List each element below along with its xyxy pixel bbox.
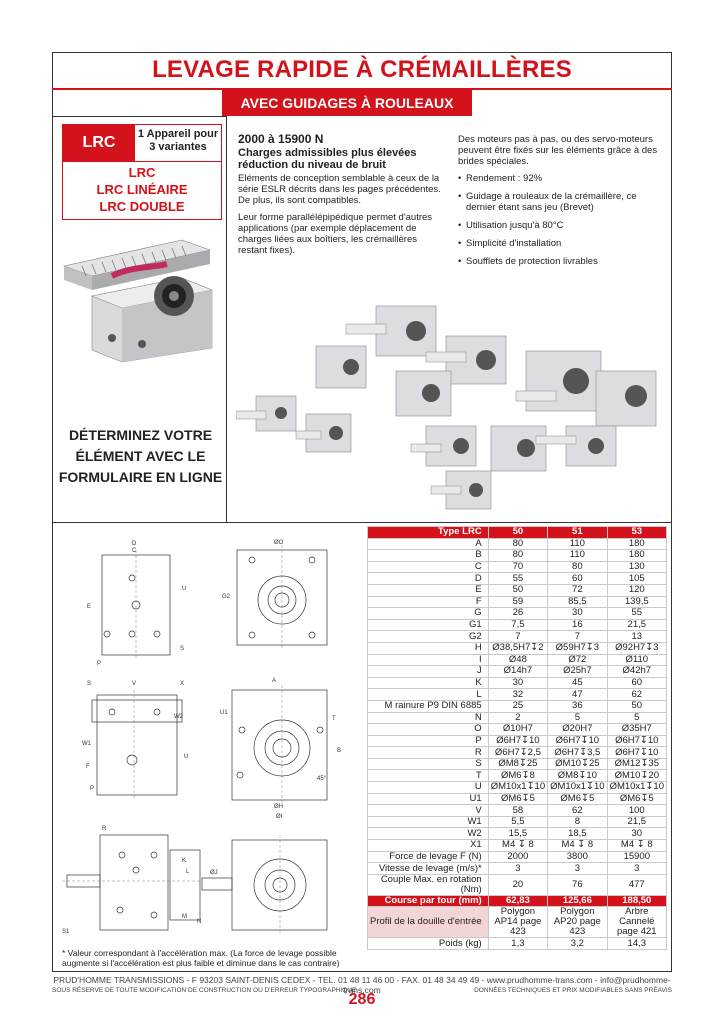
table-cell: 47 bbox=[548, 689, 607, 701]
table-cell: 3 bbox=[607, 863, 666, 875]
svg-text:ØI: ØI bbox=[276, 814, 283, 820]
table-cell: 70 bbox=[488, 561, 547, 573]
footnote: * Valeur correspondant à l'accélération max. (La force de levage possible augmente si l'accélération est plus faible et diminue dans le cas contraire) bbox=[62, 948, 340, 968]
cta-line: DÉTERMINEZ VOTRE bbox=[68, 427, 213, 443]
table-cell: 53 bbox=[607, 527, 666, 539]
table-cell: ØM6↧8 bbox=[488, 770, 547, 782]
svg-text:R: R bbox=[102, 826, 107, 832]
table-cell: 3,2 bbox=[548, 938, 607, 950]
table-cell: 25 bbox=[488, 700, 547, 712]
table-row bbox=[368, 805, 667, 817]
svg-text:S: S bbox=[87, 681, 92, 687]
feature-item: • Simplicité d'installation bbox=[458, 238, 664, 249]
footer-disclaimer-left: SOUS RÉSERVE DE TOUTE MODIFICATION DE CONSTRUCTION OU D'ERREUR TYPOGRAPHIQUE bbox=[52, 987, 357, 994]
table-row bbox=[368, 863, 667, 875]
table-cell: Ø20H7 bbox=[548, 724, 607, 736]
intro-paragraph: De plus, ils sont compatibles. bbox=[238, 195, 362, 206]
row-label: B bbox=[368, 550, 489, 562]
table-cell: ØM10↧20 bbox=[607, 770, 666, 782]
svg-text:B: B bbox=[337, 748, 342, 754]
table-row bbox=[368, 631, 667, 643]
table-row bbox=[368, 700, 667, 712]
online-form-callout bbox=[58, 425, 223, 488]
features-list bbox=[458, 173, 664, 267]
table-cell: 180 bbox=[607, 550, 666, 562]
lrc-box bbox=[62, 124, 222, 220]
table-cell: 13 bbox=[607, 631, 666, 643]
table-cell: M4 ↧ 8 bbox=[607, 840, 666, 852]
svg-text:U: U bbox=[182, 586, 187, 592]
lrc-variant: LRC bbox=[128, 165, 156, 180]
row-label: O bbox=[368, 724, 489, 736]
table-row bbox=[368, 596, 667, 608]
svg-text:ØO: ØO bbox=[274, 540, 284, 546]
row-label: T bbox=[368, 770, 489, 782]
table-row bbox=[368, 538, 667, 550]
lrc-variant: LRC LINÉAIRE bbox=[96, 182, 188, 197]
svg-text:45°: 45° bbox=[317, 776, 327, 782]
svg-text:P: P bbox=[97, 661, 102, 667]
table-cell: 62 bbox=[607, 689, 666, 701]
svg-text:P: P bbox=[90, 786, 95, 792]
table-row bbox=[368, 666, 667, 678]
table-cell: 15900 bbox=[607, 851, 666, 863]
row-label: G2 bbox=[368, 631, 489, 643]
svg-text:U1: U1 bbox=[220, 710, 228, 716]
svg-text:E: E bbox=[87, 604, 92, 610]
table-cell: 16 bbox=[548, 619, 607, 631]
svg-text:ØJ: ØJ bbox=[210, 870, 218, 876]
table-cell: 7,5 bbox=[488, 619, 547, 631]
table-cell: Polygon AP14 page 423 bbox=[488, 907, 547, 938]
table-cell: 80 bbox=[488, 550, 547, 562]
table-cell: 21,5 bbox=[607, 619, 666, 631]
row-label: Poids (kg) bbox=[368, 938, 489, 950]
table-cell: 85,5 bbox=[548, 596, 607, 608]
table-cell: 32 bbox=[488, 689, 547, 701]
row-label: W1 bbox=[368, 816, 489, 828]
table-cell: 188,50 bbox=[607, 895, 666, 907]
row-label: E bbox=[368, 584, 489, 596]
table-cell: 5 bbox=[548, 712, 607, 724]
svg-text:G2: G2 bbox=[222, 594, 231, 600]
table-cell: ØM10↧25 bbox=[548, 758, 607, 770]
row-label: U1 bbox=[368, 793, 489, 805]
table-row bbox=[368, 793, 667, 805]
cta-line: ÉLÉMENT AVEC LE bbox=[75, 448, 206, 464]
table-cell: 55 bbox=[488, 573, 547, 585]
footer-contact: PRUD'HOMME TRANSMISSIONS - F 93203 SAINT-DENIS CEDEX - TEL. 01 48 11 46 00 - FAX. 01 48 34 49 49 - www.prudhomme-trans.com - info@prudhomme-trans.com bbox=[53, 975, 671, 995]
table-cell: 62 bbox=[548, 805, 607, 817]
lrc-variants: 1 Appareil pour 3 variantes bbox=[137, 128, 219, 153]
table-cell: 59 bbox=[488, 596, 547, 608]
table-cell: 180 bbox=[607, 538, 666, 550]
table-cell: 50 bbox=[488, 584, 547, 596]
page-number: 286 bbox=[348, 991, 376, 1008]
table-row bbox=[368, 654, 667, 666]
table-cell: 72 bbox=[548, 584, 607, 596]
svg-text:L: L bbox=[186, 869, 190, 875]
row-label: V bbox=[368, 805, 489, 817]
table-cell: 62,83 bbox=[488, 895, 547, 907]
product-illustration bbox=[62, 226, 222, 366]
table-cell: 36 bbox=[548, 700, 607, 712]
table-cell: 100 bbox=[607, 805, 666, 817]
table-row bbox=[368, 573, 667, 585]
row-label: Course par tour (mm) bbox=[368, 895, 489, 907]
row-label: S bbox=[368, 758, 489, 770]
row-label: Couple Max. en rotation (Nm) bbox=[368, 874, 489, 895]
table-cell: ØM12↧35 bbox=[607, 758, 666, 770]
row-label: N bbox=[368, 712, 489, 724]
row-label: U bbox=[368, 782, 489, 794]
table-row bbox=[368, 907, 667, 938]
table-row bbox=[368, 840, 667, 852]
table-row bbox=[368, 895, 667, 907]
row-label: M rainure P9 DIN 6885 bbox=[368, 700, 489, 712]
row-label: G bbox=[368, 608, 489, 620]
product-family-photo bbox=[236, 296, 666, 516]
table-row bbox=[368, 770, 667, 782]
svg-text:S1: S1 bbox=[62, 929, 70, 935]
row-label: J bbox=[368, 666, 489, 678]
section-separator bbox=[52, 522, 672, 523]
table-cell: ØM10x1↧10 bbox=[607, 782, 666, 794]
table-cell: Ø6H7↧2,5 bbox=[488, 747, 547, 759]
lrc-code: LRC bbox=[63, 125, 135, 161]
features-text bbox=[458, 134, 664, 274]
svg-text:A: A bbox=[272, 678, 277, 684]
table-cell: 7 bbox=[488, 631, 547, 643]
svg-text:U: U bbox=[184, 754, 189, 760]
feature-item: • Guidage à rouleaux de la crémaillère, ce dernier étant sans jeu (Brevet) bbox=[458, 191, 664, 213]
page-title: LEVAGE RAPIDE À CRÉMAILLÈRES bbox=[152, 56, 572, 83]
lrc-variant: LRC DOUBLE bbox=[99, 199, 185, 214]
svg-text:X: X bbox=[180, 681, 185, 687]
cta-line: FORMULAIRE EN LIGNE bbox=[58, 469, 223, 485]
spec-table bbox=[367, 526, 667, 950]
svg-text:K: K bbox=[182, 858, 187, 864]
row-label: W2 bbox=[368, 828, 489, 840]
table-cell: Ø42h7 bbox=[607, 666, 666, 678]
table-row bbox=[368, 758, 667, 770]
intro-bold: Charges admissibles plus élevées réduction du niveau de bruit bbox=[238, 147, 417, 171]
row-label: A bbox=[368, 538, 489, 550]
table-cell: 120 bbox=[607, 584, 666, 596]
table-cell: 5,5 bbox=[488, 816, 547, 828]
table-cell: ØM6↧5 bbox=[488, 793, 547, 805]
feature-item: • Utilisation jusqu'à 80°C bbox=[458, 220, 664, 231]
table-cell: 3 bbox=[548, 863, 607, 875]
table-row bbox=[368, 550, 667, 562]
row-label: Vitesse de levage (m/s)* bbox=[368, 863, 489, 875]
row-label: R bbox=[368, 747, 489, 759]
table-cell: ØM10x1↧10 bbox=[488, 782, 547, 794]
svg-text:T: T bbox=[332, 716, 336, 722]
load-range: 2000 à 15900 N bbox=[238, 132, 324, 146]
svg-text:S: S bbox=[180, 646, 185, 652]
table-cell: 110 bbox=[548, 550, 607, 562]
row-label: Type LRC bbox=[368, 527, 489, 539]
row-label: P bbox=[368, 735, 489, 747]
table-cell: M4 ↧ 8 bbox=[548, 840, 607, 852]
table-row bbox=[368, 584, 667, 596]
table-row bbox=[368, 642, 667, 654]
table-cell: ØM8↧25 bbox=[488, 758, 547, 770]
table-cell: 50 bbox=[488, 527, 547, 539]
lrc-variant-list bbox=[63, 161, 221, 219]
table-cell: Ø48 bbox=[488, 654, 547, 666]
table-cell: Polygon AP20 page 423 bbox=[548, 907, 607, 938]
row-label: Profil de la douille d'entrée bbox=[368, 907, 489, 938]
intro-text bbox=[238, 134, 448, 262]
table-cell: 3 bbox=[488, 863, 547, 875]
table-cell: Ø6H7↧10 bbox=[607, 747, 666, 759]
table-cell: 15,5 bbox=[488, 828, 547, 840]
table-cell: ØM6↧5 bbox=[548, 793, 607, 805]
svg-text:D: D bbox=[132, 541, 137, 547]
row-label: I bbox=[368, 654, 489, 666]
row-label: Force de levage F (N) bbox=[368, 851, 489, 863]
table-cell: 50 bbox=[607, 700, 666, 712]
footer-disclaimer-right: DONNÉES TECHNIQUES ET PRIX MODIFIABLES SANS PRÉAVIS bbox=[474, 987, 672, 994]
row-label: X1 bbox=[368, 840, 489, 852]
table-cell: 2000 bbox=[488, 851, 547, 863]
table-cell: 26 bbox=[488, 608, 547, 620]
table-cell: ØM10x1↧10 bbox=[548, 782, 607, 794]
table-cell: Ø38,5H7↧2 bbox=[488, 642, 547, 654]
svg-text:C: C bbox=[132, 548, 137, 554]
table-cell: Ø14h7 bbox=[488, 666, 547, 678]
svg-text:M: M bbox=[182, 914, 187, 920]
table-row bbox=[368, 938, 667, 950]
row-label: D bbox=[368, 573, 489, 585]
table-cell: Ø6H7↧10 bbox=[488, 735, 547, 747]
table-cell: 110 bbox=[548, 538, 607, 550]
row-label: G1 bbox=[368, 619, 489, 631]
row-label: K bbox=[368, 677, 489, 689]
table-cell: Ø25h7 bbox=[548, 666, 607, 678]
row-label: H bbox=[368, 642, 489, 654]
table-cell: Ø10H7 bbox=[488, 724, 547, 736]
table-cell: Ø92H7↧3 bbox=[607, 642, 666, 654]
table-row bbox=[368, 851, 667, 863]
table-row bbox=[368, 816, 667, 828]
table-cell: ØM6↧5 bbox=[607, 793, 666, 805]
table-cell: 80 bbox=[548, 561, 607, 573]
row-label: F bbox=[368, 596, 489, 608]
table-cell: M4 ↧ 8 bbox=[488, 840, 547, 852]
table-cell: 20 bbox=[488, 874, 547, 895]
table-cell: 1,3 bbox=[488, 938, 547, 950]
table-cell: 18,5 bbox=[548, 828, 607, 840]
table-row bbox=[368, 782, 667, 794]
technical-drawings bbox=[62, 530, 362, 942]
table-cell: 60 bbox=[607, 677, 666, 689]
feature-item: • Soufflets de protection livrables bbox=[458, 256, 664, 267]
table-row bbox=[368, 747, 667, 759]
features-paragraph: Des moteurs pas à pas, ou des servo-moteurs peuvent être fixés sur les éléments grâce à des brides spéciales. bbox=[458, 134, 658, 167]
table-cell: Ø72 bbox=[548, 654, 607, 666]
table-row bbox=[368, 619, 667, 631]
table-cell: 30 bbox=[548, 608, 607, 620]
table-cell: 7 bbox=[548, 631, 607, 643]
table-cell: 55 bbox=[607, 608, 666, 620]
svg-text:V: V bbox=[132, 681, 137, 687]
table-cell: 139,5 bbox=[607, 596, 666, 608]
table-cell: 2 bbox=[488, 712, 547, 724]
table-row bbox=[368, 689, 667, 701]
svg-text:ØH: ØH bbox=[274, 804, 283, 810]
table-cell: 3800 bbox=[548, 851, 607, 863]
table-cell: Ø6H7↧10 bbox=[607, 735, 666, 747]
table-cell: 8 bbox=[548, 816, 607, 828]
table-row bbox=[368, 527, 667, 539]
table-cell: Ø35H7 bbox=[607, 724, 666, 736]
table-cell: Arbre Cannelé page 421 bbox=[607, 907, 666, 938]
svg-text:W1: W1 bbox=[82, 741, 91, 747]
table-cell: 80 bbox=[488, 538, 547, 550]
table-cell: Ø6H7↧10 bbox=[548, 735, 607, 747]
table-cell: 5 bbox=[607, 712, 666, 724]
table-cell: Ø59H7↧3 bbox=[548, 642, 607, 654]
table-row bbox=[368, 561, 667, 573]
table-cell: 45 bbox=[548, 677, 607, 689]
table-cell: 105 bbox=[607, 573, 666, 585]
table-cell: 21,5 bbox=[607, 816, 666, 828]
table-cell: 14,3 bbox=[607, 938, 666, 950]
row-label: L bbox=[368, 689, 489, 701]
table-cell: 125,66 bbox=[548, 895, 607, 907]
table-cell: Ø110 bbox=[607, 654, 666, 666]
intro-paragraph: Leur forme parallélépipédique permet d'autres applications (par exemple déplacement de charges liées aux boîtiers, les crémaillères restant fixes). bbox=[238, 212, 433, 256]
table-cell: Ø6H7↧3,5 bbox=[548, 747, 607, 759]
svg-text:N: N bbox=[197, 919, 202, 925]
table-cell: ØM8↧10 bbox=[548, 770, 607, 782]
table-row bbox=[368, 828, 667, 840]
table-cell: 60 bbox=[548, 573, 607, 585]
table-cell: 30 bbox=[488, 677, 547, 689]
table-row bbox=[368, 677, 667, 689]
svg-text:F: F bbox=[86, 764, 90, 770]
table-cell: 58 bbox=[488, 805, 547, 817]
table-cell: 30 bbox=[607, 828, 666, 840]
table-cell: 51 bbox=[548, 527, 607, 539]
table-cell: 76 bbox=[548, 874, 607, 895]
feature-item: • Rendement : 92% bbox=[458, 173, 664, 184]
table-cell: 130 bbox=[607, 561, 666, 573]
svg-text:W2: W2 bbox=[174, 714, 183, 720]
table-row bbox=[368, 712, 667, 724]
intro-paragraph: Eléments de conception semblable à ceux de la série ESLR décrits dans les pages précédentes. bbox=[238, 173, 441, 195]
row-label: C bbox=[368, 561, 489, 573]
table-row bbox=[368, 735, 667, 747]
table-cell: 477 bbox=[607, 874, 666, 895]
page-subtitle: AVEC GUIDAGES À ROULEAUX bbox=[222, 90, 472, 116]
table-row bbox=[368, 724, 667, 736]
table-row bbox=[368, 874, 667, 895]
table-row bbox=[368, 608, 667, 620]
